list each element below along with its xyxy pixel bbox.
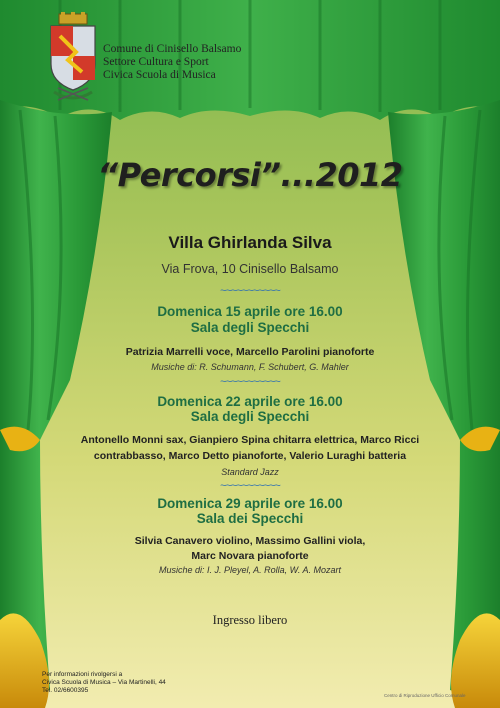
concert-3-performers-line-1: Silvia Canavero violino, Massimo Gallini viola, — [134, 535, 366, 547]
concert-3-room: Sala dei Specchi — [196, 511, 304, 526]
venue-name: Villa Ghirlanda Silva — [168, 233, 332, 252]
concert-2-music: Standard Jazz — [221, 467, 279, 477]
concert-2-performers-line-1: Antonello Monni sax, Gianpiero Spina chitarra elettrica, Marco Ricci — [80, 434, 420, 446]
concert-2-performers-line-2: contrabbasso, Marco Detto pianoforte, Valerio Luraghi batteria — [93, 450, 407, 462]
footer-info-line-3: Tel. 02/6600395 — [42, 687, 89, 694]
divider: ~~~~~~~~~~~ — [220, 285, 280, 297]
venue-address: Via Frova, 10 Cinisello Balsamo — [161, 262, 339, 276]
concert-1-date: Domenica 15 aprile ore 16.00 — [157, 304, 343, 319]
event-title: “Percorsi”...2012 — [97, 156, 403, 194]
free-entry-note: Ingresso libero — [212, 613, 288, 627]
coat-of-arms-logo — [46, 12, 100, 104]
concert-3-performers-line-2: Marc Novara pianoforte — [191, 550, 309, 562]
footer-credit: Centro di Riproduzione Ufficio Comunale — [384, 693, 466, 698]
footer-info-line-1: Per informazioni rivolgersi a — [42, 671, 123, 678]
concert-1-room: Sala degli Specchi — [190, 320, 310, 335]
concert-3-music: Musiche di: I. J. Pleyel, A. Rolla, W. A. Mozart — [158, 565, 342, 575]
divider: ~~~~~~~~~~~ — [220, 376, 280, 388]
footer-info-line-2: Civica Scuola di Musica – Via Martinelli, 44 — [42, 679, 166, 686]
concert-1-performers: Patrizia Marrelli voce, Marcello Parolini pianoforte — [125, 346, 375, 358]
header-municipality: Comune di Cinisello Balsamo — [103, 43, 242, 55]
concert-3-date: Domenica 29 aprile ore 16.00 — [157, 496, 343, 511]
concert-2-room: Sala degli Specchi — [190, 409, 310, 424]
concert-2-date: Domenica 22 aprile ore 16.00 — [157, 394, 343, 409]
divider: ~~~~~~~~~~~ — [220, 480, 280, 492]
header-department: Settore Cultura e Sport — [103, 56, 209, 68]
header-school: Civica Scuola di Musica — [103, 69, 216, 81]
concert-1-music: Musiche di: R. Schumann, F. Schubert, G. Mahler — [151, 362, 349, 372]
